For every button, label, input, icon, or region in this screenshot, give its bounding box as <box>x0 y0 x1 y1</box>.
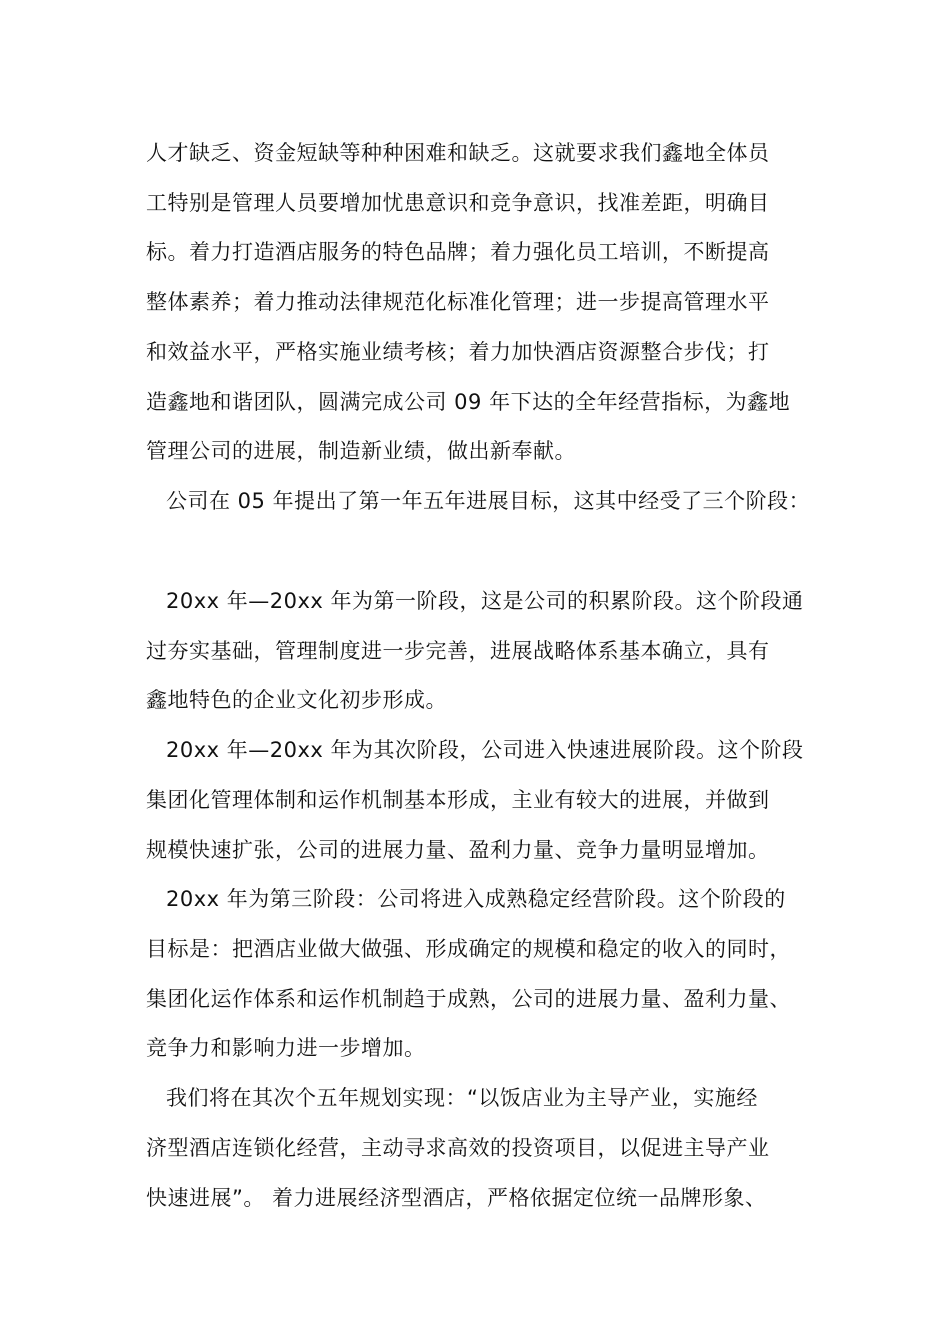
paragraph-first-line: 20xx 年—20xx 年为第一阶段，这是公司的积累阶段。这个阶段通 <box>166 589 804 613</box>
text-line: 目标是：把酒店业做大做强、形成确定的规模和稳定的收入的同时， <box>146 937 791 961</box>
text-line: 工特别是管理人员要增加忧患意识和竞争意识，找准差距，明确目 <box>146 191 770 215</box>
paragraph-first-line: 我们将在其次个五年规划实现：“以饭店业为主导产业，实施经 <box>166 1086 758 1110</box>
paragraph-first-line: 公司在 05 年提出了第一年五年进展目标，这其中经受了三个阶段： <box>166 489 811 513</box>
text-line: 快速进展”。 着力进展经济型酒店，严格依据定位统一品牌形象、 <box>146 1186 767 1210</box>
text-line: 竞争力和影响力进一步增加。 <box>146 1036 426 1060</box>
paragraph-first-line: 20xx 年为第三阶段：公司将进入成熟稳定经营阶段。这个阶段的 <box>166 887 786 911</box>
text-line: 规模快速扩张，公司的进展力量、盈利力量、竞争力量明显增加。 <box>146 838 770 862</box>
text-line: 造鑫地和谐团队，圆满完成公司 09 年下达的全年经营指标，为鑫地 <box>146 390 791 414</box>
text-line: 集团化管理体制和运作机制基本形成，主业有较大的进展，并做到 <box>146 788 770 812</box>
text-line: 管理公司的进展，制造新业绩，做出新奉献。 <box>146 439 576 463</box>
text-line: 鑫地特色的企业文化初步形成。 <box>146 688 447 712</box>
text-line: 标。着力打造酒店服务的特色品牌；着力强化员工培训，不断提高 <box>146 240 770 264</box>
paragraph-first-line: 20xx 年—20xx 年为其次阶段，公司进入快速进展阶段。这个阶段 <box>166 738 804 762</box>
text-line: 集团化运作体系和运作机制趋于成熟，公司的进展力量、盈利力量、 <box>146 987 791 1011</box>
text-line: 人才缺乏、资金短缺等种种困难和缺乏。这就要求我们鑫地全体员 <box>146 141 770 165</box>
text-line: 过夯实基础，管理制度进一步完善，进展战略体系基本确立，具有 <box>146 639 770 663</box>
text-line: 和效益水平，严格实施业绩考核；着力加快酒店资源整合步伐；打 <box>146 340 770 364</box>
text-line: 整体素养；着力推动法律规范化标准化管理；进一步提高管理水平 <box>146 290 770 314</box>
text-line: 济型酒店连锁化经营，主动寻求高效的投资项目，以促进主导产业 <box>146 1136 770 1160</box>
